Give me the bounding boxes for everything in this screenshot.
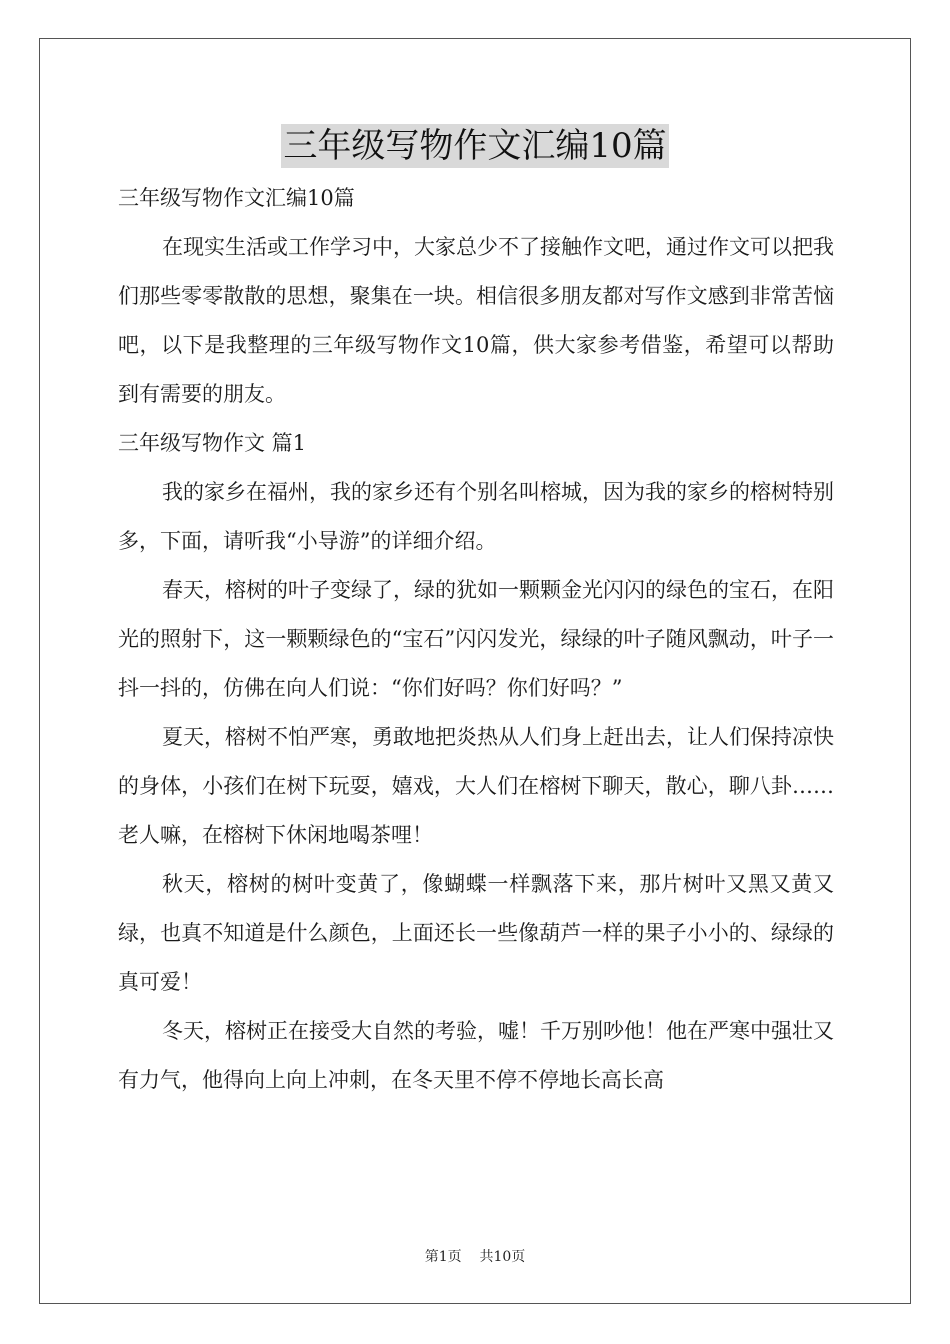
paragraph: 在现实生活或工作学习中，大家总少不了接触作文吧，通过作文可以把我们那些零零散散的思想，聚集在一块。相信很多朋友都对写作文感到非常苦恼吧，以下是我整理的三年级写物作文10篇，供大家参考借鉴，希望可以帮助到有需要的朋友。 [118, 235, 834, 406]
paragraph: 春天，榕树的叶子变绿了，绿的犹如一颗颗金光闪闪的绿色的宝石，在阳光的照射下，这一颗颗绿色的“宝石”闪闪发光，绿绿的叶子随风飘动，叶子一抖一抖的，仿佛在向人们说：“你们好吗？你们好吗？” [118, 578, 834, 700]
title-container [0, 124, 950, 168]
paragraph: 冬天，榕树正在接受大自然的考验，嘘！千万别吵他！他在严寒中强壮又有力气，他得向上向上冲刺，在冬天里不停不停地长高长高 [118, 1019, 834, 1092]
paragraph: 秋天，榕树的树叶变黄了，像蝴蝶一样飘落下来，那片树叶又黑又黄又绿，也真不知道是什么颜色，上面还长一些像葫芦一样的果子小小的、绿绿的真可爱！ [118, 872, 834, 994]
paragraph: 夏天，榕树不怕严寒，勇敢地把炎热从人们身上赶出去，让人们保持凉快的身体，小孩们在树下玩耍，嬉戏，大人们在榕树下聊天，散心，聊八卦……老人嘛，在榕树下休闲地喝茶哩！ [118, 725, 834, 847]
paragraph: 三年级写物作文汇编10篇 [118, 186, 355, 210]
paragraph: 我的家乡在福州，我的家乡还有个别名叫榕城，因为我的家乡的榕树特别多，下面，请听我“小导游”的详细介绍。 [118, 480, 834, 553]
document-body [118, 174, 834, 1105]
page-number-total: 共10页 [479, 1249, 526, 1265]
section-heading: 三年级写物作文 篇1 [118, 431, 307, 455]
page-footer [0, 1248, 950, 1266]
document-title: 三年级写物作文汇编10篇 [283, 126, 667, 166]
page-number-current: 第1页 [424, 1249, 462, 1265]
